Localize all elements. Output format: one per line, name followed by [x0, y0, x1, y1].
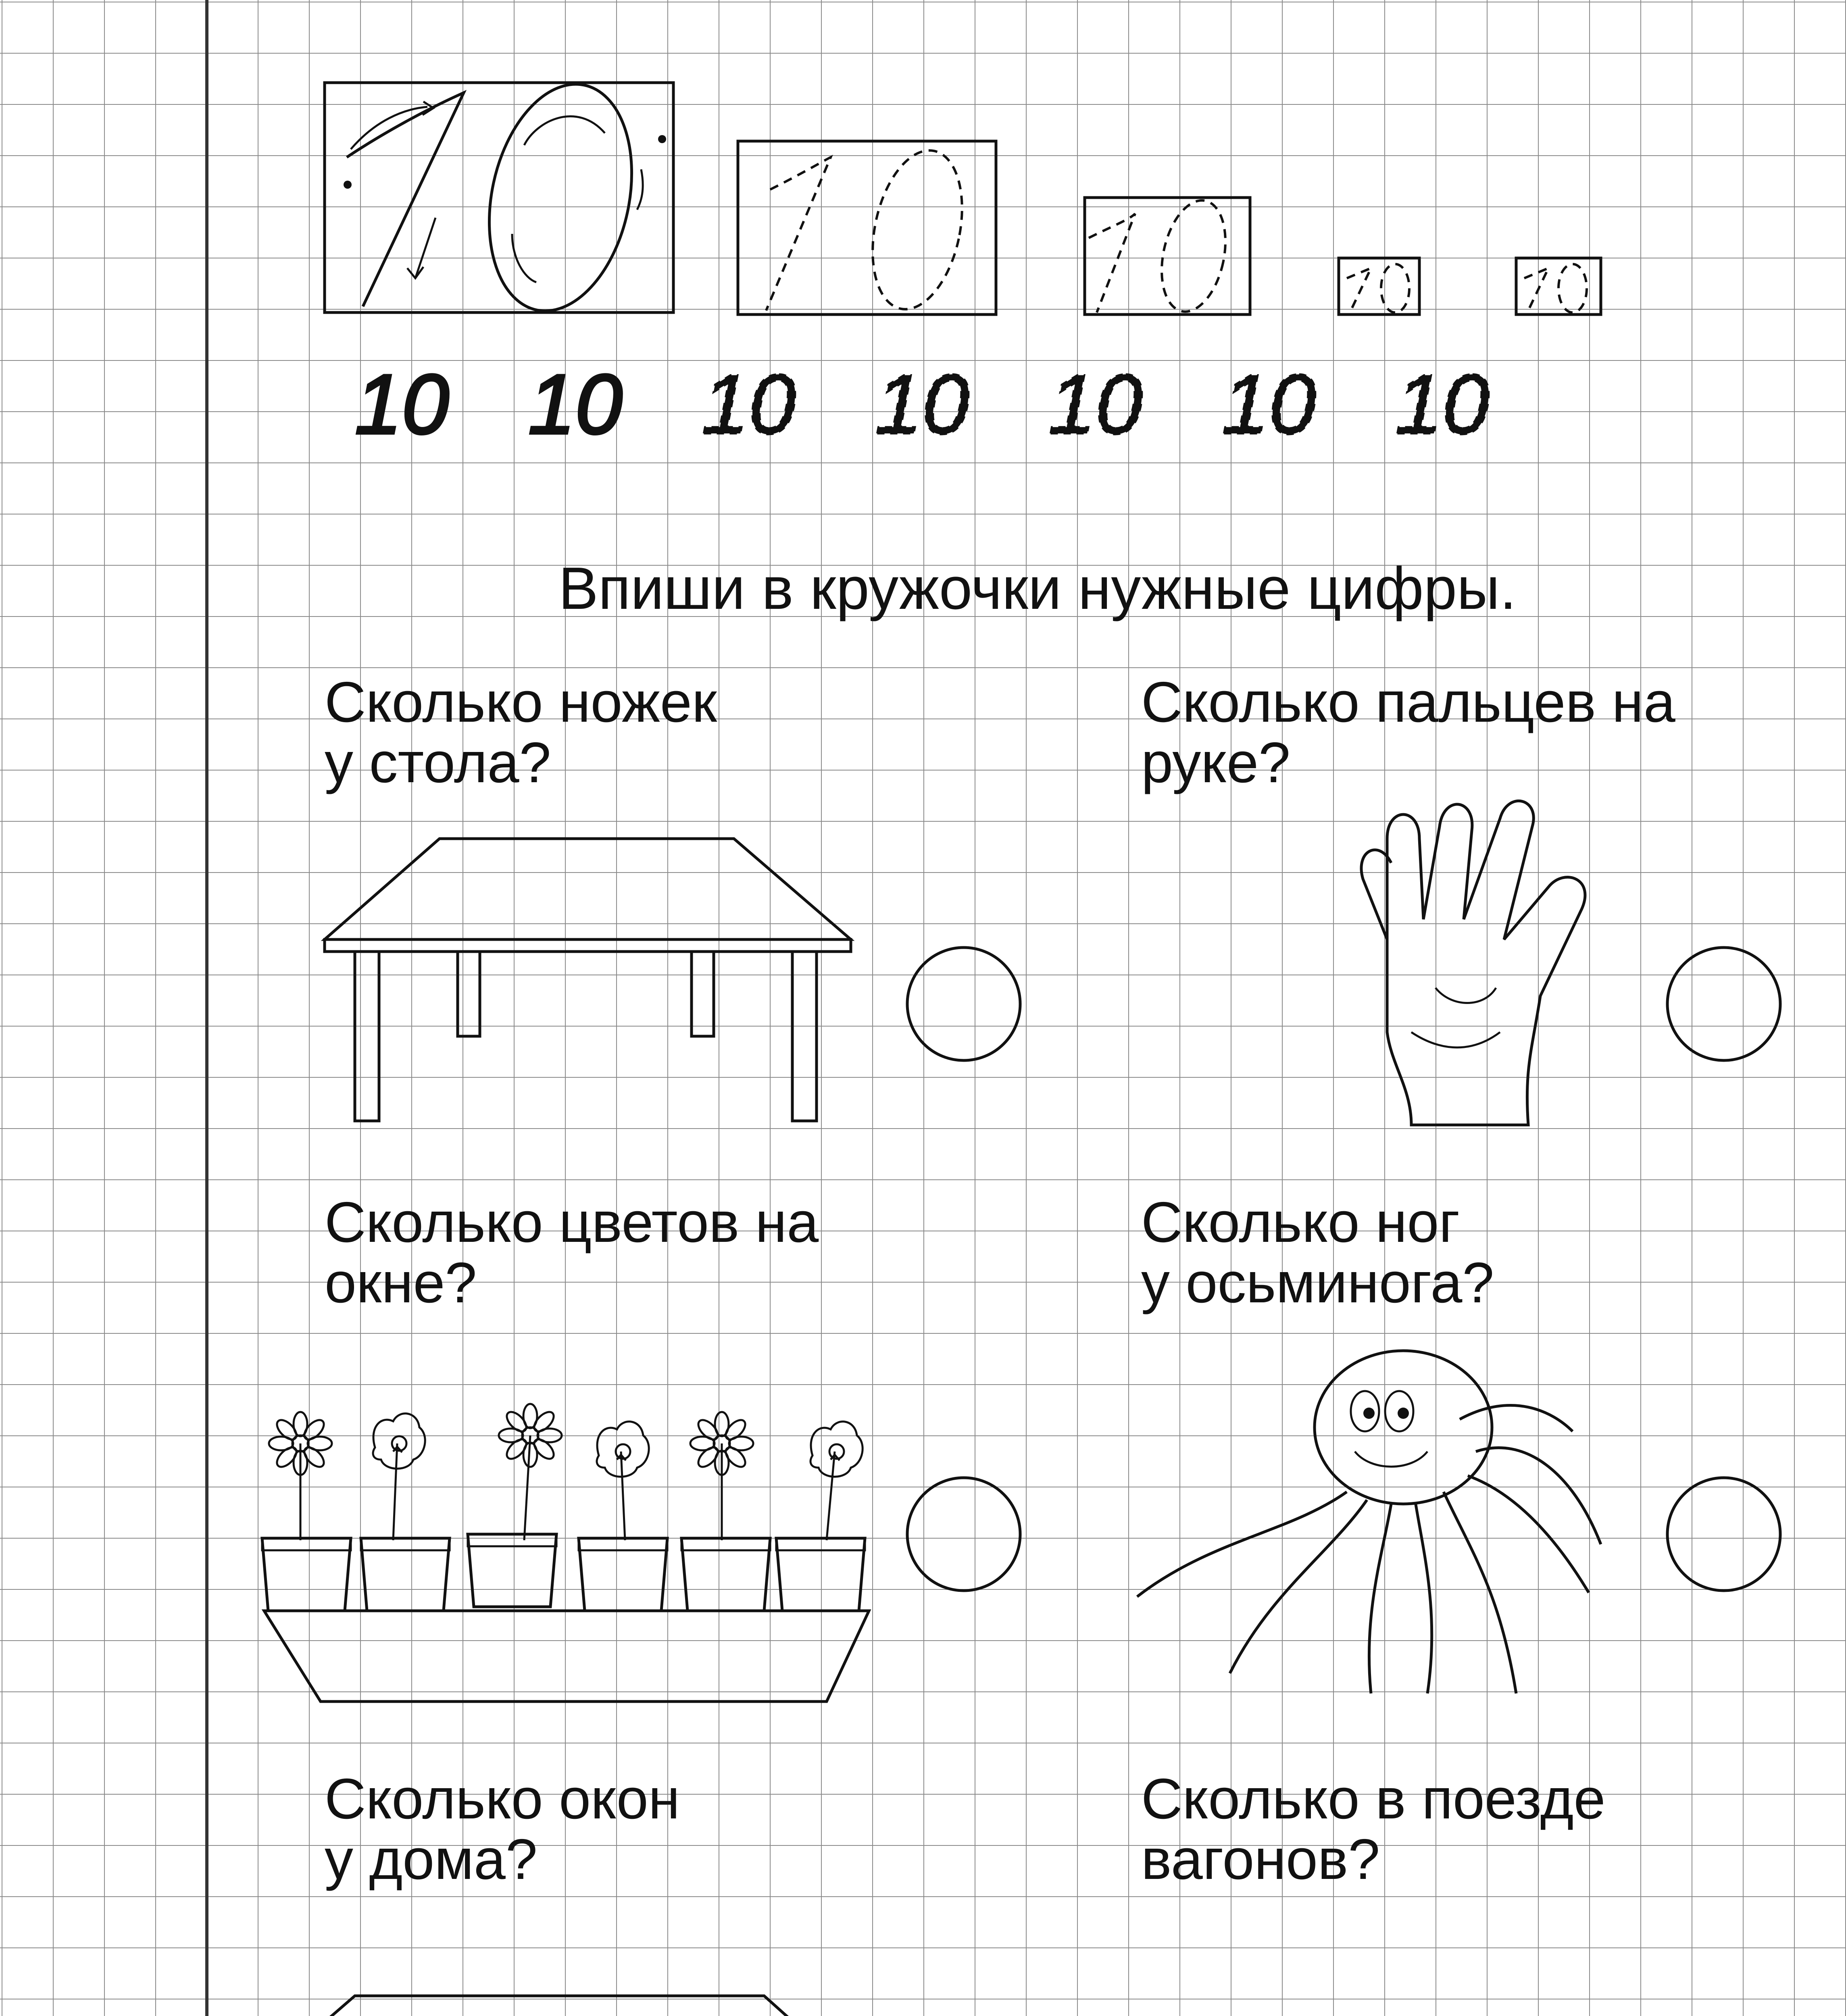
question-octopus-line2: у осьминога?	[1141, 1251, 1494, 1315]
practice-digit-6: 10	[1222, 357, 1316, 452]
practice-digit-5: 10	[1048, 357, 1143, 452]
question-table-line1: Сколько ножек	[325, 670, 717, 734]
question-hand-line2: руке?	[1141, 731, 1291, 795]
question-flowers-line2: окне?	[325, 1251, 477, 1315]
practice-digit-4: 10	[875, 357, 969, 452]
question-house-line1: Сколько окон	[325, 1767, 680, 1831]
practice-digit-3: 10	[702, 357, 796, 452]
question-train-line1: Сколько в поезде	[1141, 1767, 1606, 1831]
instruction-text: Впиши в кружочки нужные цифры.	[558, 555, 1517, 622]
question-hand-line1: Сколько пальцев на	[1141, 670, 1675, 734]
question-train-line2: вагонов?	[1141, 1827, 1380, 1891]
practice-digit-1: 10	[355, 357, 449, 452]
question-house-line2: у дома?	[325, 1827, 538, 1891]
question-octopus-line1: Сколько ног	[1141, 1190, 1460, 1254]
question-table-line2: у стола?	[325, 731, 551, 795]
practice-digit-2: 10	[528, 357, 623, 452]
practice-digit-7: 10	[1395, 357, 1490, 452]
question-flowers-line1: Сколько цветов на	[325, 1190, 819, 1254]
